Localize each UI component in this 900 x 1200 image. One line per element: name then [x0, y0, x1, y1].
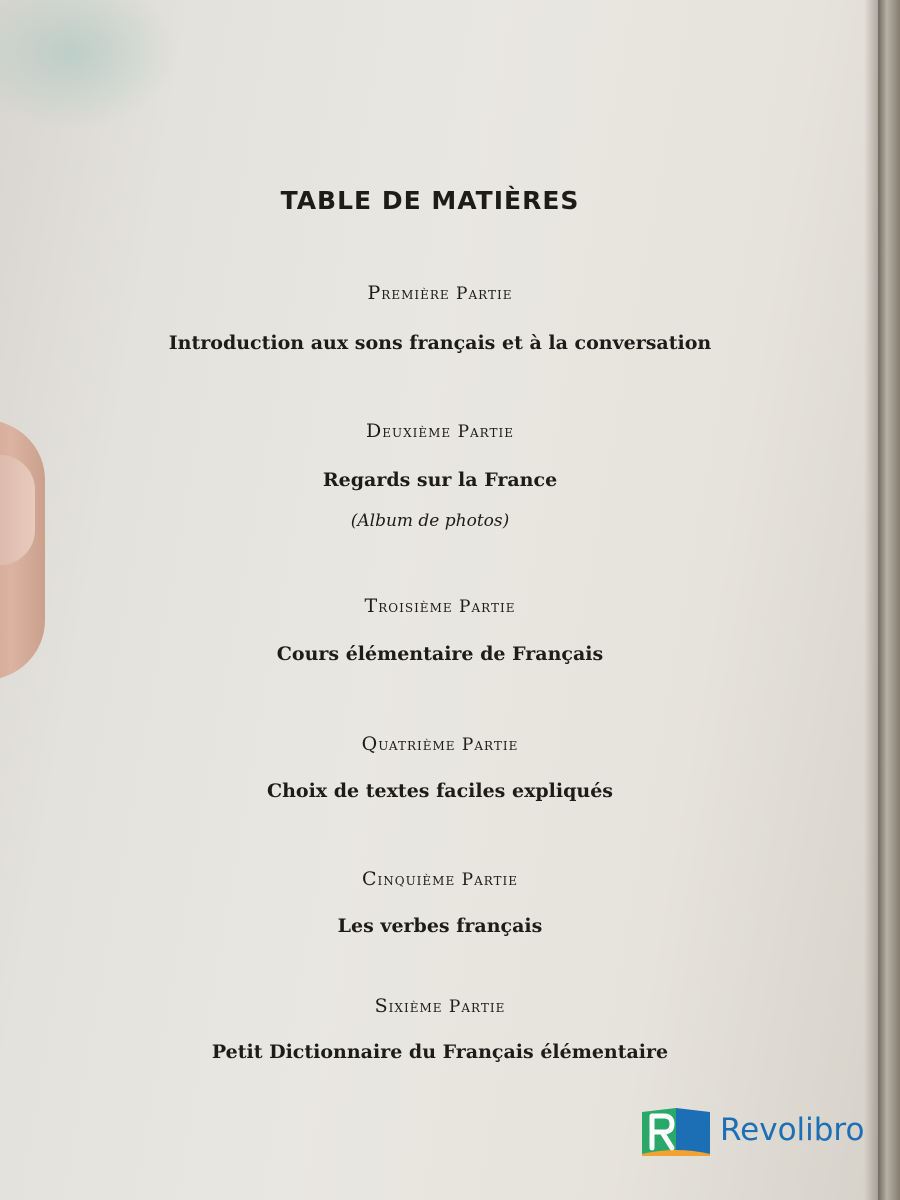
part-2-subtitle: (Album de photos) — [350, 511, 510, 531]
part-1-title: Introduction aux sons français et à la conversation — [168, 332, 712, 354]
watermark-text: Revolibro — [720, 1112, 865, 1148]
book-spine-edge — [878, 0, 900, 1200]
part-2-title: Regards sur la France — [322, 469, 558, 491]
part-4-title: Choix de textes faciles expliqués — [266, 780, 614, 802]
part-6-title: Petit Dictionnaire du Français élémentaire — [211, 1041, 669, 1063]
revolibro-watermark — [640, 1104, 885, 1158]
part-5-label: Cinquième Partie — [361, 868, 519, 890]
part-6-label: Sixième Partie — [374, 995, 506, 1017]
part-2-label: Deuxième Partie — [365, 420, 515, 442]
part-3-label: Troisième Partie — [364, 595, 516, 617]
part-4-label: Quatrième Partie — [361, 733, 519, 755]
book-r-logo-icon — [640, 1106, 712, 1156]
part-5-title: Les verbes français — [337, 915, 543, 937]
part-3-title: Cours élémentaire de Français — [276, 643, 604, 665]
part-1-label: Première Partie — [367, 282, 513, 304]
toc-title: TABLE DE MATIÈRES — [280, 186, 580, 215]
